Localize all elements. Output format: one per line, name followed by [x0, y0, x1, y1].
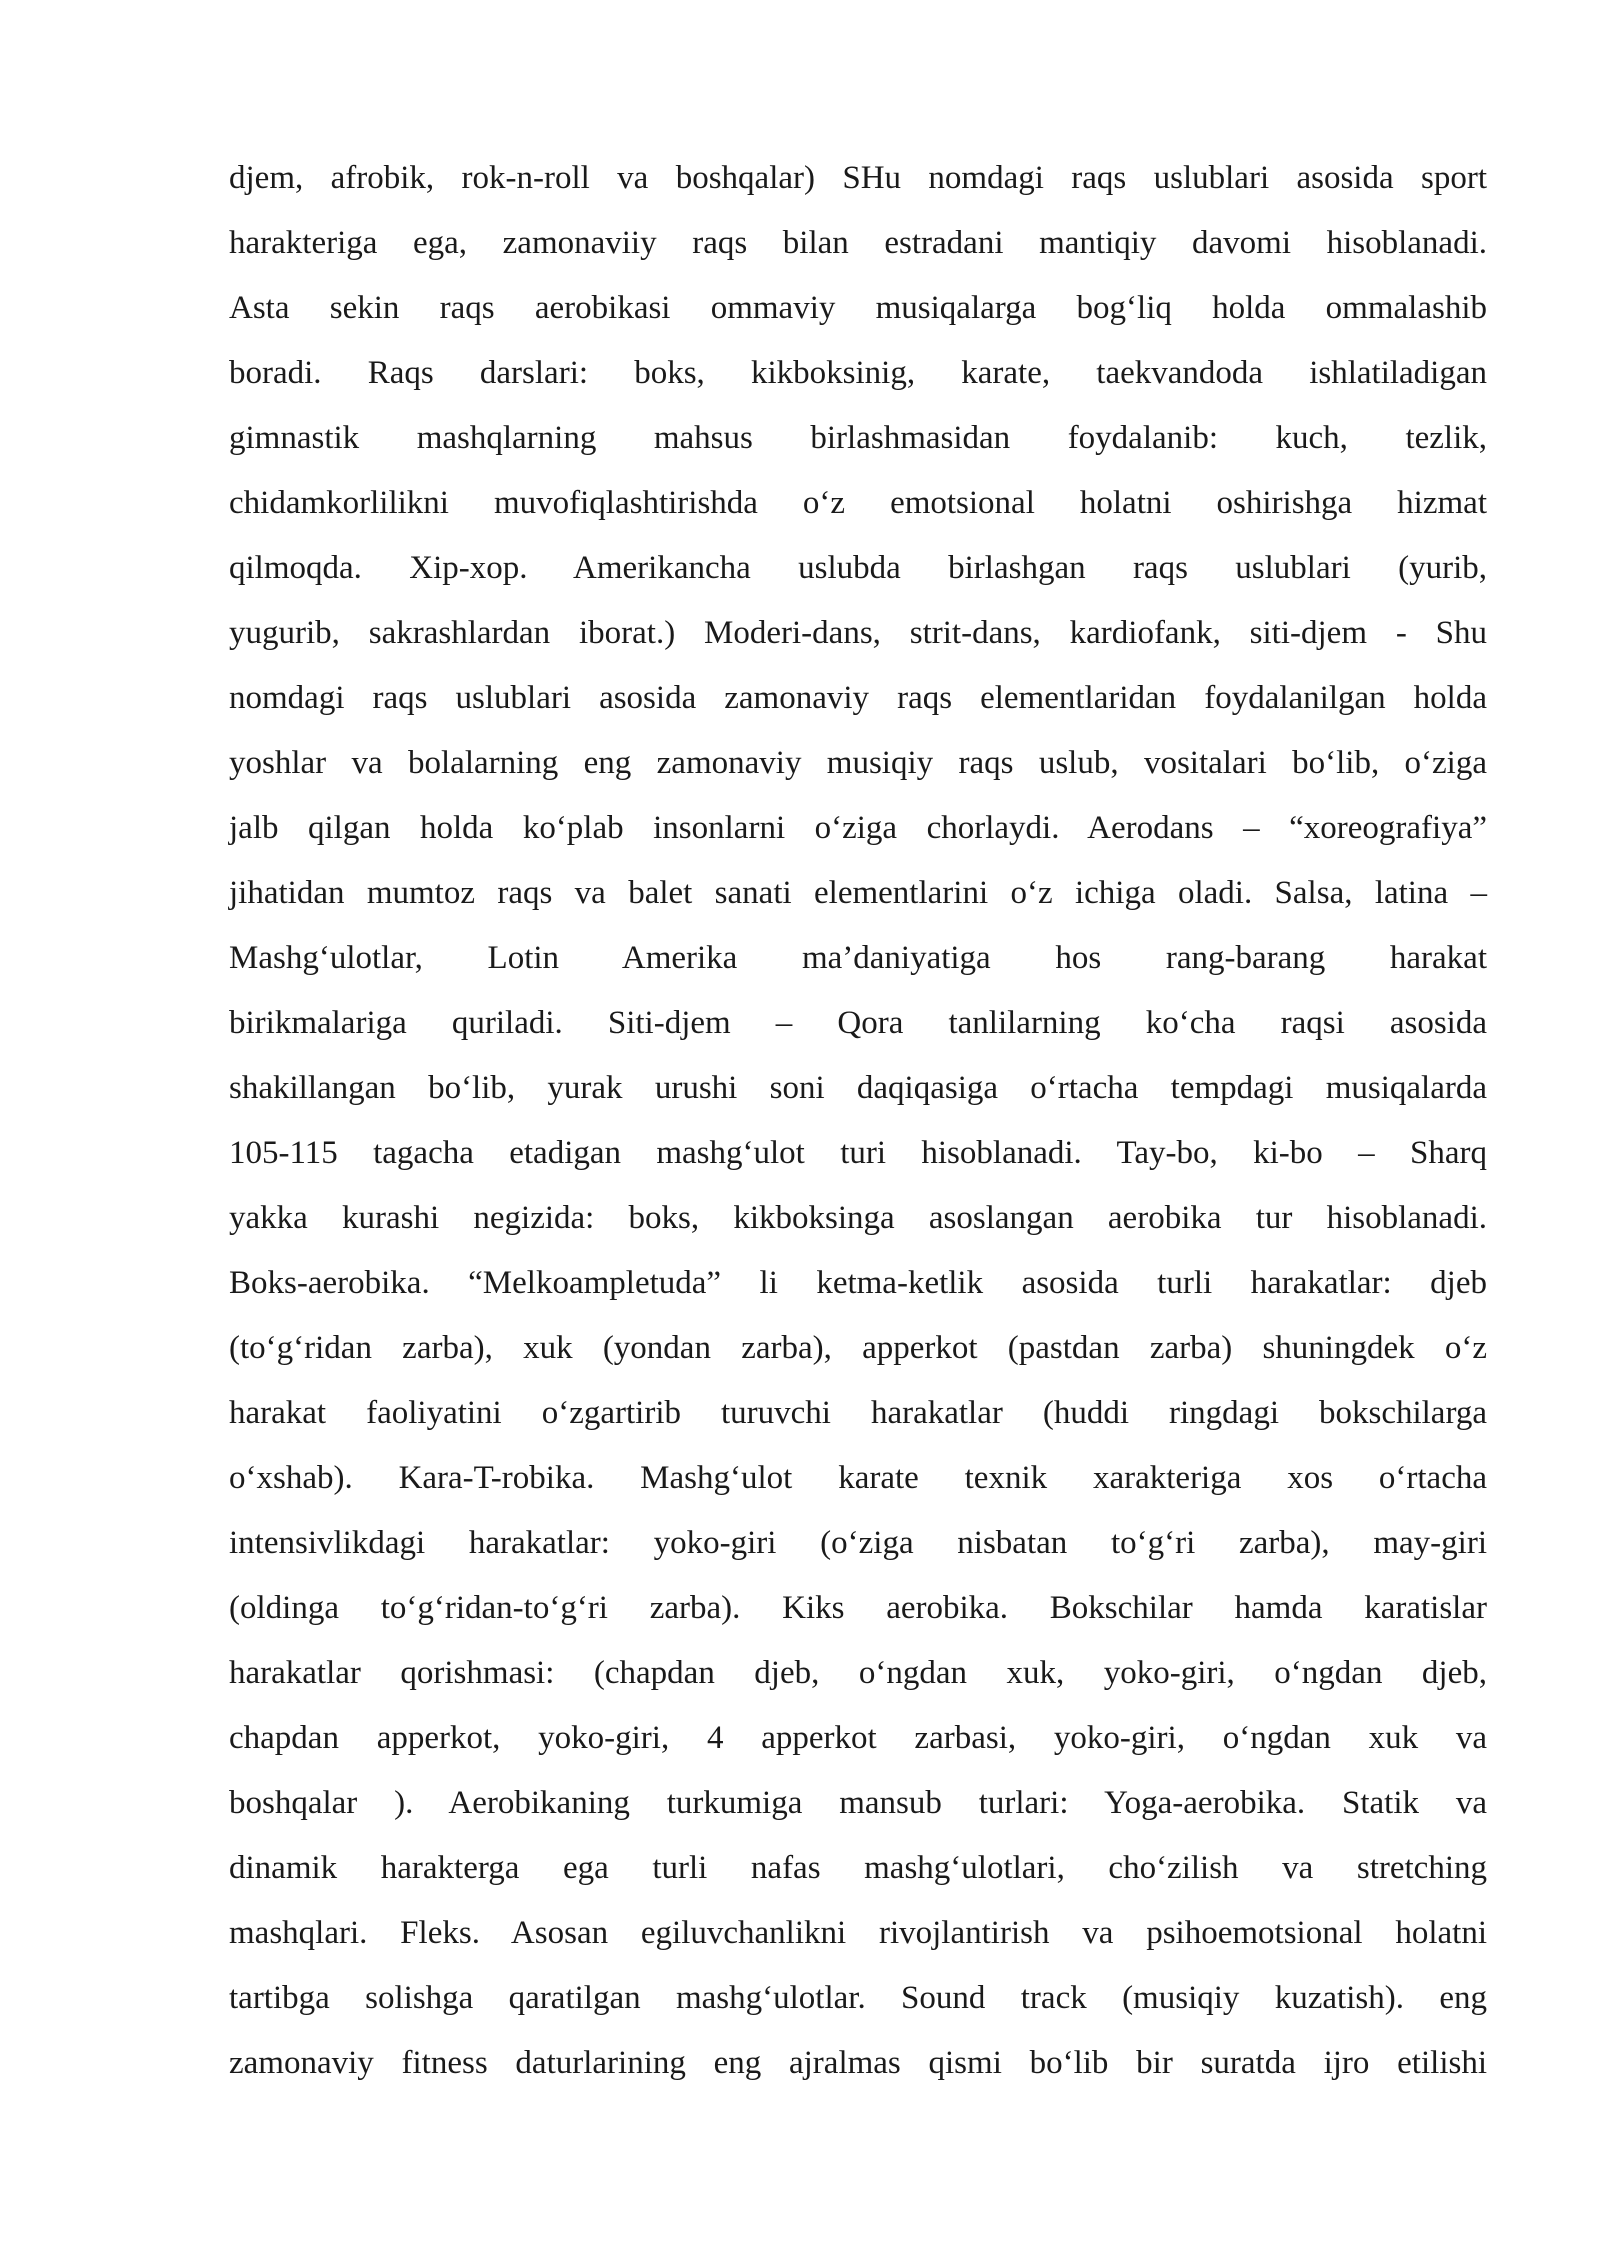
text-line: boradi. Raqs darslari: boks, kikboksinig, karate, taekvandoda ishlatiladigan	[229, 355, 1487, 391]
text-line: birikmalariga quriladi. Siti-djem – Qora tanlilarning ko‘cha raqsi asosida	[229, 1005, 1487, 1041]
text-line: chidamkorlilikni muvofiqlashtirishda o‘z emotsional holatni oshirishga hizmat	[229, 485, 1487, 521]
text-line: Asta sekin raqs aerobikasi ommaviy musiqalarga bog‘liq holda ommalashib	[229, 290, 1487, 326]
body-paragraph	[229, 150, 1487, 2100]
text-line: jihatidan mumtoz raqs va balet sanati elementlarini o‘z ichiga oladi. Salsa, latina –	[229, 875, 1487, 911]
text-line: harakatlar qorishmasi: (chapdan djeb, o‘ngdan xuk, yoko-giri, o‘ngdan djeb,	[229, 1655, 1487, 1691]
text-line: mashqlari. Fleks. Asosan egiluvchanlikni rivojlantirish va psihoemotsional holatni	[229, 1915, 1487, 1951]
text-line: o‘xshab). Kara-T-robika. Mashg‘ulot karate texnik xarakteriga xos o‘rtacha	[229, 1460, 1487, 1496]
text-line: qilmoqda. Xip-xop. Amerikancha uslubda birlashgan raqs uslublari (yurib,	[229, 550, 1487, 586]
text-line: harakteriga ega, zamonaviiy raqs bilan estradani mantiqiy davomi hisoblanadi.	[229, 225, 1487, 261]
text-line: boshqalar ). Aerobikaning turkumiga mansub turlari: Yoga-aerobika. Statik va	[229, 1785, 1487, 1821]
text-line: dinamik harakterga ega turli nafas mashg‘ulotlari, cho‘zilish va stretching	[229, 1850, 1487, 1886]
text-line: (to‘g‘ridan zarba), xuk (yondan zarba), apperkot (pastdan zarba) shuningdek o‘z	[229, 1330, 1487, 1366]
text-line: Boks-aerobika. “Melkoampletuda” li ketma-ketlik asosida turli harakatlar: djeb	[229, 1265, 1487, 1301]
text-line: (oldinga to‘g‘ridan-to‘g‘ri zarba). Kiks aerobika. Bokschilar hamda karatislar	[229, 1590, 1487, 1626]
text-line: jalb qilgan holda ko‘plab insonlarni o‘ziga chorlaydi. Aerodans – “xoreografiya”	[229, 810, 1487, 846]
text-line: nomdagi raqs uslublari asosida zamonaviy raqs elementlaridan foydalanilgan holda	[229, 680, 1487, 716]
text-line: harakat faoliyatini o‘zgartirib turuvchi harakatlar (huddi ringdagi bokschilarga	[229, 1395, 1487, 1431]
text-line: Mashg‘ulotlar, Lotin Amerika ma’daniyatiga hos rang-barang harakat	[229, 940, 1487, 976]
text-line: 105-115 tagacha etadigan mashg‘ulot turi hisoblanadi. Tay-bo, ki-bo – Sharq	[229, 1135, 1487, 1171]
text-line: chapdan apperkot, yoko-giri, 4 apperkot zarbasi, yoko-giri, o‘ngdan xuk va	[229, 1720, 1487, 1756]
text-line: zamonaviy fitness daturlarining eng ajralmas qismi bo‘lib bir suratda ijro etilishi	[229, 2045, 1487, 2081]
text-line: shakillangan bo‘lib, yurak urushi soni daqiqasiga o‘rtacha tempdagi musiqalarda	[229, 1070, 1487, 1106]
text-line: yugurib, sakrashlardan iborat.) Moderi-dans, strit-dans, kardiofank, siti-djem - Shu	[229, 615, 1487, 651]
text-line: intensivlikdagi harakatlar: yoko-giri (o‘ziga nisbatan to‘g‘ri zarba), may-giri	[229, 1525, 1487, 1561]
text-line: djem, afrobik, rok-n-roll va boshqalar) SHu nomdagi raqs uslublari asosida sport	[229, 160, 1487, 196]
text-line: yoshlar va bolalarning eng zamonaviy musiqiy raqs uslub, vositalari bo‘lib, o‘ziga	[229, 745, 1487, 781]
text-line: gimnastik mashqlarning mahsus birlashmasidan foydalanib: kuch, tezlik,	[229, 420, 1487, 456]
text-line: yakka kurashi negizida: boks, kikboksinga asoslangan aerobika tur hisoblanadi.	[229, 1200, 1487, 1236]
text-line: tartibga solishga qaratilgan mashg‘ulotlar. Sound track (musiqiy kuzatish). eng	[229, 1980, 1487, 2016]
